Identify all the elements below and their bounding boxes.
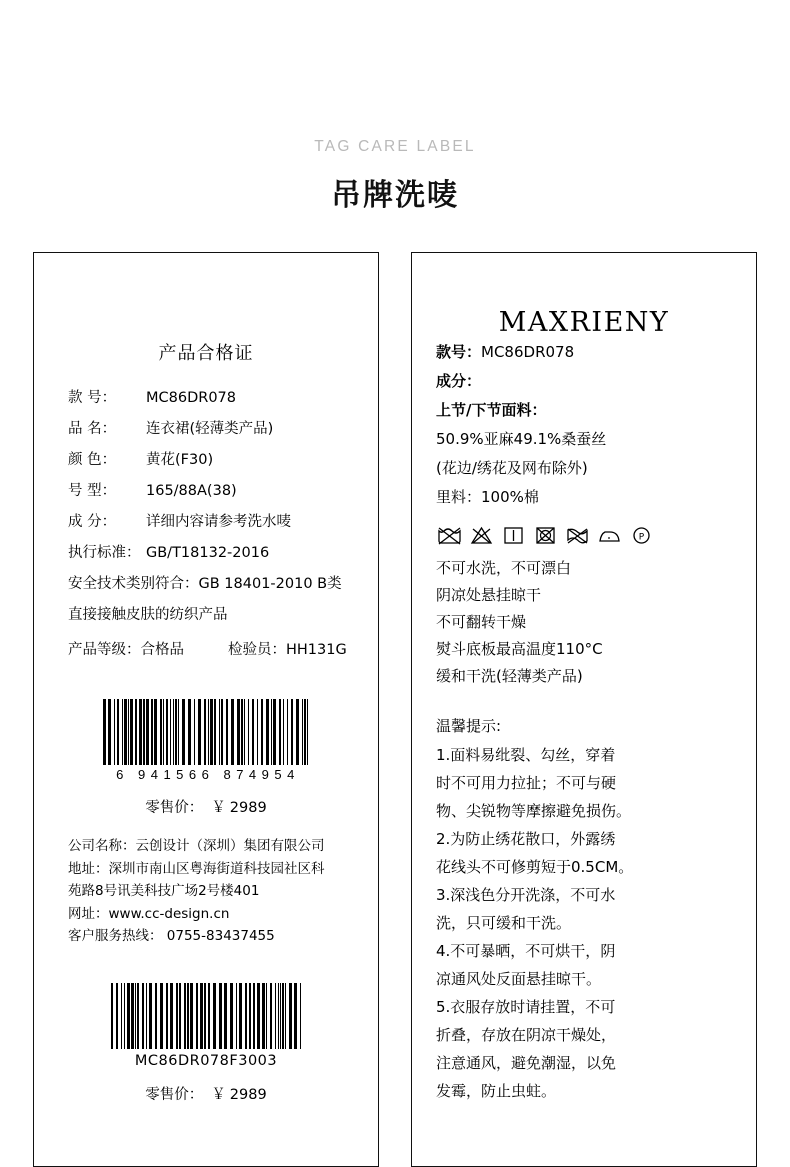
product-grade-value: 合格品 [140,642,184,658]
do-not-wring-icon [566,526,589,545]
product-grade-label: 产品等级： [68,642,141,658]
grade-and-inspector-row [68,635,352,666]
tip-line: 4.不可暴晒，不可烘干，阴 [436,942,616,960]
do-not-tumble-dry-icon [534,526,557,545]
barcode-bars [103,699,309,765]
field-value: GB/T18132-2016 [146,545,270,561]
gentle-dry-clean-icon [630,526,653,545]
barcode-style-text: MC86DR078F3003 [134,1052,278,1069]
do-not-wash-icon [438,526,461,545]
retail-price-value-2: 2989 [229,1086,267,1103]
safety-category-line-1: 安全技术类别符合：GB 18401-2010 B类 [68,576,342,592]
company-address-line-1: 地址：深圳市南山区粤海街道科技园社区科 [68,860,325,877]
iron-low-temperature-icon [598,526,621,545]
barcode-digits: 6 941566 874954 [116,767,300,782]
retail-price-value: 2989 [229,800,267,816]
retail-price-label-2: 零售价： [145,1086,204,1103]
do-not-bleach-icon [470,526,493,545]
care-style-value: MC86DR078 [481,343,575,361]
field-value: 详细内容请参考洗水唛 [146,514,291,530]
certificate-card [33,252,379,1167]
care-label-content [412,338,756,1105]
care-symbols [438,526,738,545]
field-label: 颜 色： [68,452,117,468]
care-instructions [436,555,738,690]
field-label: 款 号： [68,390,117,406]
barcode-style-code [34,970,378,1069]
retail-price-row-2 [34,1083,378,1104]
inspector [228,635,347,666]
field-label: 成 分： [68,514,117,530]
field-standard [68,538,352,569]
safety-category-line-2: 直接接触皮肤的纺织产品 [68,607,228,623]
tip-line: 5.衣服存放时请挂置，不可 [436,998,616,1016]
lining-value: 100%棉 [481,488,539,506]
care-style-number [436,338,738,367]
care-line-5: 缓和干洗(轻薄类产品) [436,667,583,685]
barcode-bars [111,983,301,1049]
page-header [0,0,790,214]
field-label: 品 名： [68,421,117,437]
field-label: 号 型： [68,483,117,499]
care-line-2: 阴凉处悬挂晾干 [436,586,542,604]
field-composition [68,507,352,538]
field-product-name [68,414,352,445]
inspector-label: 检验员： [228,642,286,658]
company-address-line-2: 苑路8号讯美科技广场2号楼401 [68,883,260,899]
company-website: 网址：www.cc-design.cn [68,905,230,922]
tip-line: 2.为防止绣花散口，外露绣 [436,830,616,848]
fabric-heading: 上节/下节面料： [436,401,547,419]
tips-list [436,741,738,1105]
fabric-note: (花边/绣花及网布除外) [436,459,588,477]
barcode-ean13 [34,686,378,782]
page-title: 吊牌洗唛 [331,178,459,213]
lining-row [436,483,738,512]
field-style-number [68,383,352,414]
company-hotline: 客户服务热线： 0755-83437455 [68,928,275,944]
lining-label: 里料： [436,488,482,506]
tips-title: 温馨提示: [436,717,502,735]
retail-price-label: 零售价： [145,800,204,816]
svg-text:P: P [638,532,645,543]
tip-line: 1.面料易纰裂、勾丝，穿着 [436,746,616,764]
company-info [34,835,378,948]
tip-line: 洗，只可缓和干洗。 [436,914,572,932]
composition-heading: 成分： [436,372,482,390]
field-color [68,445,352,476]
tip-line: 发霉，防止虫蛀。 [436,1082,557,1100]
tip-line: 时不可用力拉扯；不可与硬 [436,774,617,792]
tip-line: 物、尖锐物等摩擦避免损伤。 [436,802,632,820]
company-name: 公司名称：云创设计（深圳）集团有限公司 [68,838,325,854]
inspector-value: HH131G [286,642,347,658]
field-value: MC86DR078 [146,390,237,406]
tip-line: 折叠，存放在阴凉干燥处， [436,1026,617,1044]
currency-symbol: ￥ [211,800,226,816]
fabric-value: 50.9%亚麻49.1%桑蚕丝 [436,430,607,448]
care-label-card [411,252,757,1167]
currency-symbol-2: ￥ [211,1086,226,1103]
field-value: 黄花(F30) [146,452,214,468]
tip-line: 注意通风，避免潮湿，以免 [436,1054,617,1072]
brand-name: MAXRIENY [498,307,670,338]
line-dry-in-shade-icon [502,526,525,545]
care-line-3: 不可翻转干燥 [436,613,527,631]
care-line-4: 熨斗底板最高温度110°C [436,640,603,658]
label-cards-container [0,252,790,1167]
page-subtitle-english: TAG CARE LABEL [314,138,476,155]
care-style-label: 款号： [436,343,482,361]
retail-price-row [34,796,378,817]
certificate-field-list [34,383,378,666]
field-label: 执行标准： [68,545,141,561]
care-line-1: 不可水洗，不可漂白 [436,559,572,577]
tip-line: 花线头不可修剪短于0.5CM。 [436,858,634,876]
certificate-title: 产品合格证 [158,343,254,364]
field-size [68,476,352,507]
field-value: 165/88A(38) [146,483,237,499]
product-grade [68,635,228,666]
tip-line: 3.深浅色分开洗涤，不可水 [436,886,616,904]
field-value: 连衣裙(轻薄类产品) [146,421,274,437]
tip-line: 凉通风处反面悬挂晾干。 [436,970,602,988]
